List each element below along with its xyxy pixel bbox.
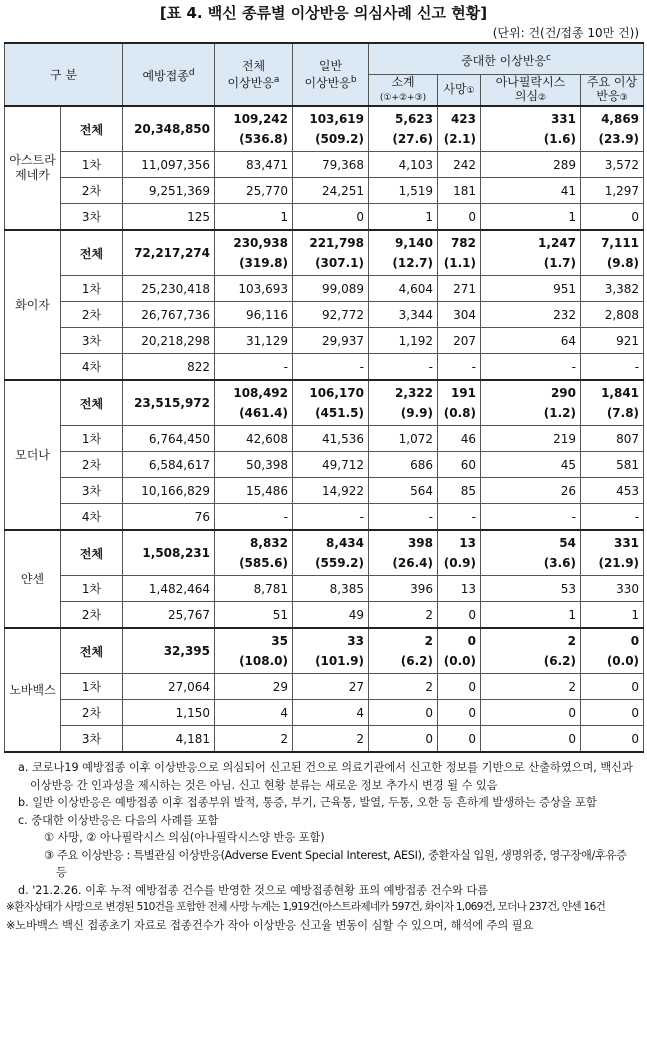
cell-anaphylaxis: 951	[481, 276, 581, 302]
cell-death: 181	[438, 178, 481, 204]
cell-death: 242	[438, 152, 481, 178]
cell-vaccinations: 25,767	[123, 602, 215, 629]
cell-rate: (21.9)	[598, 556, 640, 570]
cell-death	[438, 230, 481, 276]
cell-general: -	[293, 354, 369, 381]
cell-anaphylaxis	[481, 230, 581, 276]
dose-label: 전체	[61, 628, 123, 674]
cell-general	[293, 530, 369, 576]
cell-count: 2,322	[395, 386, 433, 400]
cell-count: 221,798	[309, 236, 364, 250]
cell-general: 0	[293, 204, 369, 231]
cell-death: 0	[438, 204, 481, 231]
footnotes	[4, 753, 643, 934]
cell-rate: (3.6)	[543, 556, 576, 570]
table-row	[5, 576, 644, 602]
cell-vaccinations: 1,482,464	[123, 576, 215, 602]
cell-subtotal: 1,192	[369, 328, 438, 354]
cell-vaccinations: 20,348,850	[123, 106, 215, 152]
cell-rate: (7.8)	[606, 406, 640, 420]
cell-vaccinations: 125	[123, 204, 215, 231]
cell-death: 0	[438, 700, 481, 726]
cell-death: 0	[438, 674, 481, 700]
cell-all	[215, 106, 293, 152]
cell-all: 96,116	[215, 302, 293, 328]
cell-rate: (6.2)	[543, 654, 576, 668]
cell-subtotal	[369, 628, 438, 674]
cell-major: 807	[581, 426, 644, 452]
vaccine-name: 노바백스	[5, 628, 61, 752]
cell-major	[581, 530, 644, 576]
dose-label: 3차	[61, 204, 123, 231]
cell-count: 423	[450, 112, 476, 126]
dose-label: 2차	[61, 302, 123, 328]
header-vaccinations: 예방접종$^d$	[123, 43, 215, 106]
footnote-c1: ① 사망, ② 아나필락시스 의심(아나필락시스양 반응 포함)	[44, 831, 325, 844]
cell-major: 0	[581, 726, 644, 753]
table-title: [표 4. 백신 종류별 이상반응 의심사례 신고 현황]	[159, 4, 488, 22]
cell-subtotal: 686	[369, 452, 438, 478]
cell-rate: (9.8)	[606, 256, 640, 270]
cell-count: 0	[467, 634, 476, 648]
dose-label: 2차	[61, 178, 123, 204]
cell-anaphylaxis: 0	[481, 700, 581, 726]
cell-rate: (0.9)	[443, 556, 476, 570]
cell-major: 0	[581, 674, 644, 700]
adverse-reaction-table	[4, 42, 644, 753]
cell-major: 1,297	[581, 178, 644, 204]
table-row	[5, 230, 644, 276]
table-row	[5, 426, 644, 452]
dose-label: 1차	[61, 276, 123, 302]
cell-death	[438, 106, 481, 152]
cell-count: 2	[567, 634, 576, 648]
cell-all: 1	[215, 204, 293, 231]
cell-general: 4	[293, 700, 369, 726]
cell-major: 453	[581, 478, 644, 504]
cell-death: 271	[438, 276, 481, 302]
cell-death: 0	[438, 726, 481, 753]
cell-all: 4	[215, 700, 293, 726]
cell-rate: (1.1)	[443, 256, 476, 270]
cell-death: 60	[438, 452, 481, 478]
cell-count: 7,111	[601, 236, 640, 250]
vaccine-group	[5, 106, 644, 230]
cell-all: 29	[215, 674, 293, 700]
cell-count: 8,832	[250, 536, 288, 550]
cell-general	[293, 628, 369, 674]
cell-count: 230,938	[233, 236, 288, 250]
cell-all: 25,770	[215, 178, 293, 204]
vaccine-name: 화이자	[5, 230, 61, 380]
footnote-star-1: ※환자상태가 사망으로 변경된 510건을 포함한 전체 사망 누계는 1,919건(아스트라제네카 597건, 화이자 1,069건, 모더나 237건, 얀센 16건	[6, 901, 606, 913]
table-row	[5, 504, 644, 531]
cell-count: 35	[271, 634, 288, 648]
table-row	[5, 178, 644, 204]
cell-count: 1,841	[601, 386, 640, 400]
cell-subtotal: -	[369, 504, 438, 531]
cell-subtotal	[369, 380, 438, 426]
cell-count: 8,434	[326, 536, 364, 550]
cell-all	[215, 530, 293, 576]
cell-anaphylaxis: 45	[481, 452, 581, 478]
cell-vaccinations: 27,064	[123, 674, 215, 700]
cell-major: 330	[581, 576, 644, 602]
table-row	[5, 204, 644, 231]
footnote-d: d. '21.2.26. 이후 누적 예방접종 건수를 반영한 것으로 예방접종현황 표의 예방접종 건수와 다름	[18, 883, 489, 897]
cell-anaphylaxis	[481, 380, 581, 426]
dose-label: 1차	[61, 426, 123, 452]
cell-rate: (1.2)	[543, 406, 576, 420]
footnote-star-2: ※노바백스 백신 접종초기 자료로 접종건수가 작아 이상반응 신고율 변동이 심할 수 있으며, 해석에 주의 필요	[6, 918, 534, 932]
cell-major: 2,808	[581, 302, 644, 328]
cell-anaphylaxis: 1	[481, 602, 581, 629]
cell-count: 0	[630, 634, 640, 648]
table-row	[5, 602, 644, 629]
table-row	[5, 478, 644, 504]
table-row	[5, 380, 644, 426]
table-row	[5, 106, 644, 152]
cell-general: 79,368	[293, 152, 369, 178]
cell-vaccinations: 4,181	[123, 726, 215, 753]
cell-general: 24,251	[293, 178, 369, 204]
cell-anaphylaxis: 232	[481, 302, 581, 328]
table-row	[5, 628, 644, 674]
vaccine-group	[5, 230, 644, 380]
header-serious-reactions: 중대한 이상반응$^c$	[369, 43, 644, 75]
cell-vaccinations: 6,584,617	[123, 452, 215, 478]
cell-rate: (101.9)	[315, 654, 364, 668]
cell-count: 782	[450, 236, 476, 250]
cell-rate: (26.4)	[392, 556, 433, 570]
cell-subtotal: 2	[369, 602, 438, 629]
cell-all	[215, 628, 293, 674]
cell-major: 3,572	[581, 152, 644, 178]
cell-all: 31,129	[215, 328, 293, 354]
cell-major: 1	[581, 602, 644, 629]
dose-label: 전체	[61, 230, 123, 276]
cell-rate: (509.2)	[315, 132, 364, 146]
header-major: 주요 이상 반응③	[581, 75, 644, 107]
header-death: 사망①	[438, 75, 481, 107]
vaccine-group	[5, 530, 644, 628]
cell-general	[293, 380, 369, 426]
cell-anaphylaxis: 64	[481, 328, 581, 354]
cell-vaccinations: 1,150	[123, 700, 215, 726]
cell-vaccinations: 72,217,274	[123, 230, 215, 276]
cell-general: 92,772	[293, 302, 369, 328]
cell-vaccinations: 25,230,418	[123, 276, 215, 302]
cell-anaphylaxis	[481, 106, 581, 152]
cell-all: 15,486	[215, 478, 293, 504]
cell-major: 0	[581, 204, 644, 231]
dose-label: 1차	[61, 576, 123, 602]
cell-all: 8,781	[215, 576, 293, 602]
cell-general: 29,937	[293, 328, 369, 354]
cell-rate: (0.8)	[443, 406, 476, 420]
cell-all: 103,693	[215, 276, 293, 302]
cell-all: 2	[215, 726, 293, 753]
cell-anaphylaxis: 41	[481, 178, 581, 204]
cell-major: -	[581, 354, 644, 381]
cell-anaphylaxis: 53	[481, 576, 581, 602]
cell-death: 0	[438, 602, 481, 629]
dose-label: 3차	[61, 726, 123, 753]
cell-count: 108,492	[233, 386, 288, 400]
cell-subtotal	[369, 230, 438, 276]
dose-label: 전체	[61, 380, 123, 426]
cell-all: -	[215, 504, 293, 531]
cell-count: 290	[550, 386, 576, 400]
cell-rate: (1.6)	[543, 132, 576, 146]
cell-rate: (585.6)	[239, 556, 288, 570]
cell-anaphylaxis: -	[481, 354, 581, 381]
unit-note: (단위: 건(건/접종 10만 건))	[492, 26, 639, 40]
cell-rate: (2.1)	[443, 132, 476, 146]
cell-anaphylaxis: 219	[481, 426, 581, 452]
cell-vaccinations: 9,251,369	[123, 178, 215, 204]
cell-all: 50,398	[215, 452, 293, 478]
cell-death: 207	[438, 328, 481, 354]
cell-general: 14,922	[293, 478, 369, 504]
vaccine-name: 얀센	[5, 530, 61, 628]
cell-count: 191	[450, 386, 476, 400]
dose-label: 3차	[61, 478, 123, 504]
cell-rate: (23.9)	[598, 132, 640, 146]
table-row	[5, 674, 644, 700]
cell-general	[293, 106, 369, 152]
cell-all	[215, 230, 293, 276]
cell-subtotal: 396	[369, 576, 438, 602]
footnote-a: a. 코로나19 예방접종 이후 이상반응으로 의심되어 신고된 건으로 의료기관에서 신고한 정보를 기반으로 산출하였으며, 백신과 이상반응 간 인과성을 제시하는 것은 아님. 신고 현황 분류는 새로운 정보 추가시 변경 될 수 있음	[18, 761, 633, 792]
cell-subtotal: 1	[369, 204, 438, 231]
cell-rate: (536.8)	[239, 132, 288, 146]
table-row	[5, 726, 644, 753]
cell-all: -	[215, 354, 293, 381]
cell-subtotal: 1,072	[369, 426, 438, 452]
cell-major: 581	[581, 452, 644, 478]
cell-vaccinations: 26,767,736	[123, 302, 215, 328]
cell-general: 2	[293, 726, 369, 753]
cell-all	[215, 380, 293, 426]
cell-count: 106,170	[309, 386, 364, 400]
cell-general: -	[293, 504, 369, 531]
cell-subtotal: 4,604	[369, 276, 438, 302]
cell-rate: (319.8)	[239, 256, 288, 270]
cell-major: 3,382	[581, 276, 644, 302]
table-row	[5, 354, 644, 381]
cell-count: 109,242	[233, 112, 288, 126]
cell-subtotal	[369, 530, 438, 576]
cell-rate: (27.6)	[392, 132, 433, 146]
cell-subtotal: 3,344	[369, 302, 438, 328]
cell-rate: (0.0)	[606, 654, 640, 668]
cell-death: 46	[438, 426, 481, 452]
cell-count: 331	[613, 536, 640, 550]
cell-count: 5,623	[395, 112, 433, 126]
cell-death: 13	[438, 576, 481, 602]
cell-major: -	[581, 504, 644, 531]
cell-death: -	[438, 504, 481, 531]
cell-count: 9,140	[395, 236, 433, 250]
cell-death	[438, 628, 481, 674]
dose-label: 1차	[61, 674, 123, 700]
cell-vaccinations: 32,395	[123, 628, 215, 674]
cell-general: 49,712	[293, 452, 369, 478]
cell-subtotal: -	[369, 354, 438, 381]
cell-count: 1,247	[538, 236, 576, 250]
dose-label: 4차	[61, 504, 123, 531]
cell-subtotal: 4,103	[369, 152, 438, 178]
cell-anaphylaxis: 2	[481, 674, 581, 700]
cell-death	[438, 380, 481, 426]
dose-label: 3차	[61, 328, 123, 354]
cell-rate: (12.7)	[392, 256, 433, 270]
cell-anaphylaxis	[481, 628, 581, 674]
dose-label: 1차	[61, 152, 123, 178]
cell-major	[581, 106, 644, 152]
cell-anaphylaxis: 289	[481, 152, 581, 178]
cell-major	[581, 628, 644, 674]
table-row	[5, 302, 644, 328]
cell-vaccinations: 20,218,298	[123, 328, 215, 354]
cell-vaccinations: 11,097,356	[123, 152, 215, 178]
dose-label: 2차	[61, 452, 123, 478]
cell-anaphylaxis	[481, 530, 581, 576]
dose-label: 4차	[61, 354, 123, 381]
cell-subtotal	[369, 106, 438, 152]
dose-label: 전체	[61, 530, 123, 576]
cell-vaccinations: 6,764,450	[123, 426, 215, 452]
table-row	[5, 276, 644, 302]
table-row	[5, 152, 644, 178]
dose-label: 2차	[61, 700, 123, 726]
footnote-c2: ③ 주요 이상반응 : 특별관심 이상반응(Adverse Event Special Interest, AESI), 중환자실 입원, 생명위중, 영구장애/후유증 등	[44, 848, 627, 879]
cell-general: 27	[293, 674, 369, 700]
cell-rate: (307.1)	[315, 256, 364, 270]
table-row	[5, 700, 644, 726]
cell-subtotal: 1,519	[369, 178, 438, 204]
cell-subtotal: 0	[369, 726, 438, 753]
cell-general: 49	[293, 602, 369, 629]
cell-major: 921	[581, 328, 644, 354]
footnote-b: b. 일반 이상반응은 예방접종 이후 접종부위 발적, 통증, 부기, 근육통, 발열, 두통, 오한 등 흔하게 발생하는 증상을 포함	[18, 796, 597, 809]
cell-rate: (461.4)	[239, 406, 288, 420]
cell-death: -	[438, 354, 481, 381]
header-total-reactions: 전체 이상반응$^a$	[215, 43, 293, 106]
dose-label: 전체	[61, 106, 123, 152]
vaccine-group	[5, 628, 644, 752]
cell-death: 304	[438, 302, 481, 328]
cell-vaccinations: 76	[123, 504, 215, 531]
cell-subtotal: 564	[369, 478, 438, 504]
cell-major	[581, 230, 644, 276]
cell-rate: (0.0)	[443, 654, 476, 668]
cell-death: 85	[438, 478, 481, 504]
cell-vaccinations: 1,508,231	[123, 530, 215, 576]
cell-general: 8,385	[293, 576, 369, 602]
cell-general	[293, 230, 369, 276]
cell-vaccinations: 23,515,972	[123, 380, 215, 426]
cell-general: 41,536	[293, 426, 369, 452]
cell-anaphylaxis: 0	[481, 726, 581, 753]
cell-rate: (451.5)	[315, 406, 364, 420]
cell-vaccinations: 10,166,829	[123, 478, 215, 504]
cell-rate: (108.0)	[239, 654, 288, 668]
cell-subtotal: 2	[369, 674, 438, 700]
vaccine-name: 모더나	[5, 380, 61, 530]
cell-all: 83,471	[215, 152, 293, 178]
header-anaphylaxis: 아나필락시스 의심②	[481, 75, 581, 107]
cell-count: 2	[424, 634, 433, 648]
cell-major	[581, 380, 644, 426]
cell-death	[438, 530, 481, 576]
dose-label: 2차	[61, 602, 123, 629]
table-row	[5, 328, 644, 354]
table-row	[5, 452, 644, 478]
cell-all: 42,608	[215, 426, 293, 452]
cell-anaphylaxis: 1	[481, 204, 581, 231]
cell-rate: (6.2)	[400, 654, 433, 668]
table-row	[5, 530, 644, 576]
vaccine-name: 아스트라 제네카	[5, 106, 61, 230]
cell-anaphylaxis: 26	[481, 478, 581, 504]
cell-count: 4,869	[601, 112, 640, 126]
cell-major: 0	[581, 700, 644, 726]
cell-count: 13	[459, 536, 476, 550]
header-general-reactions: 일반 이상반응$^b$	[293, 43, 369, 106]
cell-vaccinations: 822	[123, 354, 215, 381]
cell-count: 398	[407, 536, 433, 550]
cell-count: 33	[347, 634, 364, 648]
header-category: 구 분	[5, 43, 123, 106]
table-header	[5, 43, 644, 106]
footnote-c: c. 중대한 이상반응은 다음의 사례를 포함	[18, 813, 219, 827]
header-subtotal: 소계 (①+②+③)	[369, 75, 438, 107]
cell-subtotal: 0	[369, 700, 438, 726]
cell-all: 51	[215, 602, 293, 629]
cell-count: 54	[559, 536, 576, 550]
cell-anaphylaxis: -	[481, 504, 581, 531]
cell-rate: (9.9)	[400, 406, 433, 420]
cell-rate: (1.7)	[543, 256, 576, 270]
vaccine-group	[5, 380, 644, 530]
cell-general: 99,089	[293, 276, 369, 302]
cell-count: 103,619	[309, 112, 364, 126]
cell-rate: (559.2)	[315, 556, 364, 570]
cell-count: 331	[550, 112, 576, 126]
